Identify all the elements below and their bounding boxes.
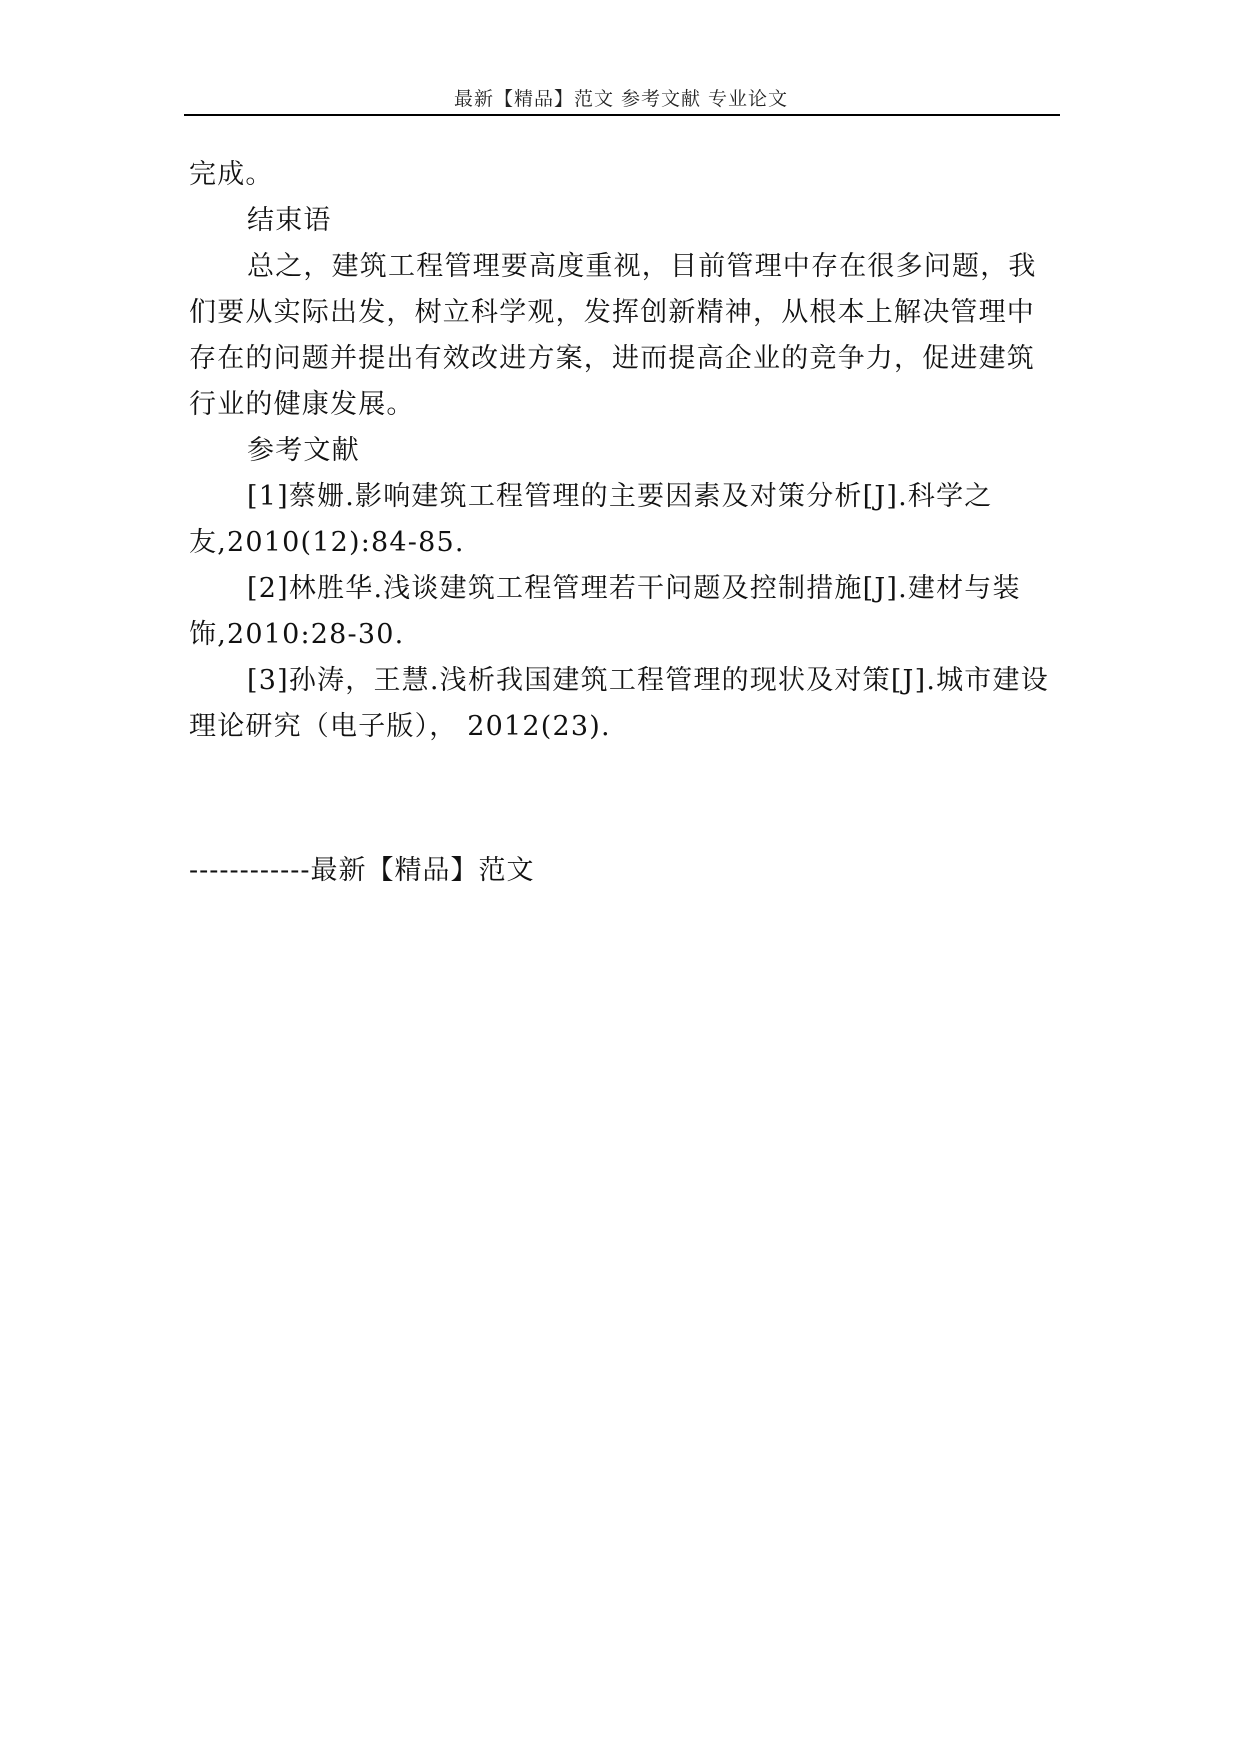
- reference-item: [2]林胜华.浅谈建筑工程管理若干问题及控制措施[J].建材与装饰,2010:28-30.: [189, 573, 1021, 650]
- conclusion-paragraph: 总之，建筑工程管理要高度重视，目前管理中存在很多问题，我们要从实际出发，树立科学观，发挥创新精神，从根本上解决管理中存在的问题并提出有效改进方案，进而提高企业的竞争力，促进建筑行业的健康发展。: [189, 251, 1037, 420]
- page-header: 最新【精品】范文 参考文献 专业论文: [453, 88, 789, 110]
- header-divider: [184, 114, 1060, 116]
- document-body: [189, 152, 1061, 750]
- paragraph-continuation: 完成。: [189, 159, 274, 190]
- reference-item: [3]孙涛，王慧.浅析我国建筑工程管理的现状及对策[J].城市建设理论研究（电子版）， 2012(23).: [189, 665, 1049, 742]
- references-heading: 参考文献: [247, 435, 360, 466]
- footer-tagline: ------------最新【精品】范文: [189, 855, 535, 886]
- reference-item: [1]蔡姗.影响建筑工程管理的主要因素及对策分析[J].科学之友,2010(12):84-85.: [189, 481, 993, 558]
- conclusion-heading: 结束语: [247, 205, 332, 236]
